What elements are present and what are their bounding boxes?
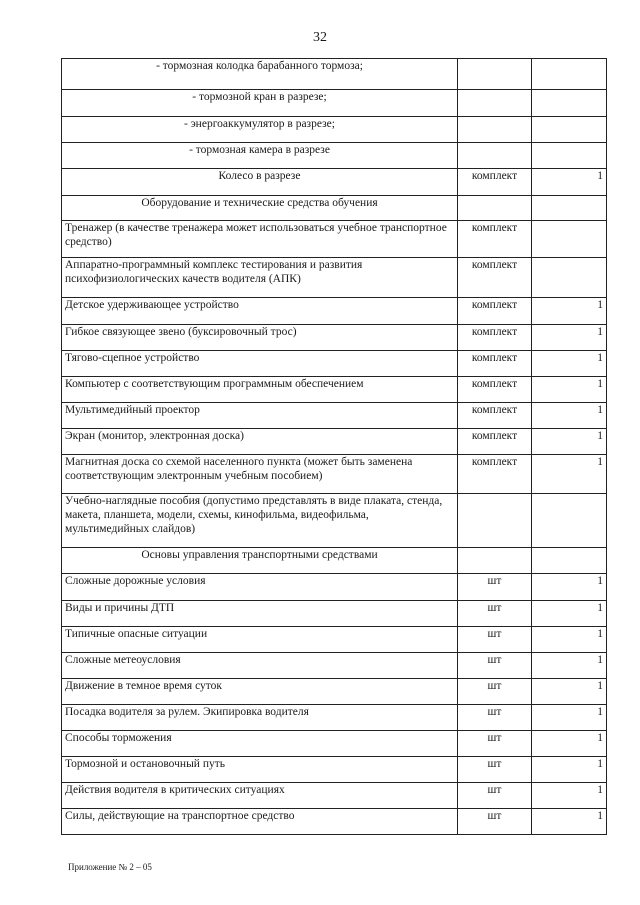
item-name-cell: Мультимедийный проектор bbox=[62, 403, 458, 429]
item-name-cell: Магнитная доска со схемой населенного пункта (может быть заменена соответствующим электронным учебным пособием) bbox=[62, 455, 458, 494]
quantity-cell bbox=[532, 117, 607, 143]
table-row bbox=[62, 574, 607, 601]
quantity-cell: 1 bbox=[532, 705, 607, 731]
unit-cell: шт bbox=[458, 731, 532, 757]
table-body bbox=[62, 59, 607, 835]
quantity-cell: 1 bbox=[532, 169, 607, 196]
table-row bbox=[62, 169, 607, 196]
unit-cell bbox=[458, 548, 532, 574]
quantity-cell: 1 bbox=[532, 574, 607, 601]
quantity-cell: 1 bbox=[532, 403, 607, 429]
item-name-cell: Тормозной и остановочный путь bbox=[62, 757, 458, 783]
quantity-cell: 1 bbox=[532, 679, 607, 705]
unit-cell: шт bbox=[458, 809, 532, 835]
item-name-cell: Сложные дорожные условия bbox=[62, 574, 458, 601]
unit-cell: шт bbox=[458, 574, 532, 601]
item-name-cell: Тренажер (в качестве тренажера может использоваться учебное транспортное средство) bbox=[62, 221, 458, 258]
item-name-cell: Оборудование и технические средства обучения bbox=[62, 196, 458, 221]
unit-cell: комплект bbox=[458, 351, 532, 377]
unit-cell: шт bbox=[458, 705, 532, 731]
quantity-cell bbox=[532, 143, 607, 169]
unit-cell: комплект bbox=[458, 377, 532, 403]
table-row bbox=[62, 705, 607, 731]
item-name-cell: - тормозная камера в разрезе bbox=[62, 143, 458, 169]
unit-cell bbox=[458, 143, 532, 169]
unit-cell bbox=[458, 90, 532, 117]
table-row bbox=[62, 809, 607, 835]
unit-cell: комплект bbox=[458, 221, 532, 258]
quantity-cell: 1 bbox=[532, 757, 607, 783]
page-number: 32 bbox=[313, 30, 327, 45]
table-row bbox=[62, 731, 607, 757]
unit-cell: комплект bbox=[458, 169, 532, 196]
item-name-cell: Типичные опасные ситуации bbox=[62, 627, 458, 653]
unit-cell: комплект bbox=[458, 403, 532, 429]
item-name-cell: Действия водителя в критических ситуациях bbox=[62, 783, 458, 809]
quantity-cell bbox=[532, 221, 607, 258]
quantity-cell bbox=[532, 548, 607, 574]
quantity-cell: 1 bbox=[532, 455, 607, 494]
table-row bbox=[62, 196, 607, 221]
table-row bbox=[62, 403, 607, 429]
item-name-cell: Компьютер с соответствующим программным обеспечением bbox=[62, 377, 458, 403]
item-name-cell: - тормозной кран в разрезе; bbox=[62, 90, 458, 117]
unit-cell bbox=[458, 196, 532, 221]
unit-cell: шт bbox=[458, 601, 532, 627]
item-name-cell: Способы торможения bbox=[62, 731, 458, 757]
table-row bbox=[62, 258, 607, 298]
quantity-cell bbox=[532, 258, 607, 298]
unit-cell: комплект bbox=[458, 455, 532, 494]
table-row bbox=[62, 143, 607, 169]
table-row bbox=[62, 757, 607, 783]
quantity-cell: 1 bbox=[532, 298, 607, 325]
footer-note: Приложение № 2 – 05 bbox=[68, 862, 152, 872]
quantity-cell: 1 bbox=[532, 809, 607, 835]
table-row bbox=[62, 377, 607, 403]
quantity-cell: 1 bbox=[532, 601, 607, 627]
unit-cell: комплект bbox=[458, 429, 532, 455]
table-row bbox=[62, 783, 607, 809]
table-row bbox=[62, 653, 607, 679]
quantity-cell: 1 bbox=[532, 627, 607, 653]
quantity-cell: 1 bbox=[532, 783, 607, 809]
item-name-cell: Колесо в разрезе bbox=[62, 169, 458, 196]
quantity-cell bbox=[532, 59, 607, 90]
item-name-cell: - тормозная колодка барабанного тормоза; bbox=[62, 59, 458, 90]
table-row bbox=[62, 59, 607, 90]
table-row bbox=[62, 627, 607, 653]
item-name-cell: Аппаратно-программный комплекс тестирования и развития психофизиологических качеств водителя (АПК) bbox=[62, 258, 458, 298]
table-row bbox=[62, 679, 607, 705]
item-name-cell: Экран (монитор, электронная доска) bbox=[62, 429, 458, 455]
unit-cell: комплект bbox=[458, 258, 532, 298]
table-row bbox=[62, 455, 607, 494]
item-name-cell: - энергоаккумулятор в разрезе; bbox=[62, 117, 458, 143]
table-row bbox=[62, 221, 607, 258]
item-name-cell: Движение в темное время суток bbox=[62, 679, 458, 705]
quantity-cell bbox=[532, 90, 607, 117]
table-row bbox=[62, 351, 607, 377]
table-row bbox=[62, 90, 607, 117]
equipment-table bbox=[61, 58, 607, 835]
item-name-cell: Сложные метеоусловия bbox=[62, 653, 458, 679]
unit-cell: комплект bbox=[458, 298, 532, 325]
item-name-cell: Основы управления транспортными средствами bbox=[62, 548, 458, 574]
unit-cell: шт bbox=[458, 679, 532, 705]
table-row bbox=[62, 494, 607, 548]
table-row bbox=[62, 601, 607, 627]
quantity-cell: 1 bbox=[532, 429, 607, 455]
item-name-cell: Детское удерживающее устройство bbox=[62, 298, 458, 325]
unit-cell: комплект bbox=[458, 325, 532, 351]
unit-cell: шт bbox=[458, 653, 532, 679]
item-name-cell: Учебно-наглядные пособия (допустимо представлять в виде плаката, стенда, макета, планшета, модели, схемы, кинофильма, видеофильма, мультимедийных слайдов) bbox=[62, 494, 458, 548]
table-row bbox=[62, 298, 607, 325]
quantity-cell: 1 bbox=[532, 731, 607, 757]
item-name-cell: Силы, действующие на транспортное средство bbox=[62, 809, 458, 835]
quantity-cell: 1 bbox=[532, 351, 607, 377]
quantity-cell: 1 bbox=[532, 325, 607, 351]
unit-cell: шт bbox=[458, 627, 532, 653]
item-name-cell: Виды и причины ДТП bbox=[62, 601, 458, 627]
unit-cell: шт bbox=[458, 757, 532, 783]
table-row bbox=[62, 117, 607, 143]
table-row bbox=[62, 429, 607, 455]
unit-cell bbox=[458, 59, 532, 90]
quantity-cell: 1 bbox=[532, 377, 607, 403]
quantity-cell bbox=[532, 196, 607, 221]
item-name-cell: Гибкое связующее звено (буксировочный трос) bbox=[62, 325, 458, 351]
item-name-cell: Посадка водителя за рулем. Экипировка водителя bbox=[62, 705, 458, 731]
quantity-cell bbox=[532, 494, 607, 548]
unit-cell bbox=[458, 117, 532, 143]
item-name-cell: Тягово-сцепное устройство bbox=[62, 351, 458, 377]
unit-cell: шт bbox=[458, 783, 532, 809]
unit-cell bbox=[458, 494, 532, 548]
quantity-cell: 1 bbox=[532, 653, 607, 679]
table-row bbox=[62, 325, 607, 351]
table-row bbox=[62, 548, 607, 574]
